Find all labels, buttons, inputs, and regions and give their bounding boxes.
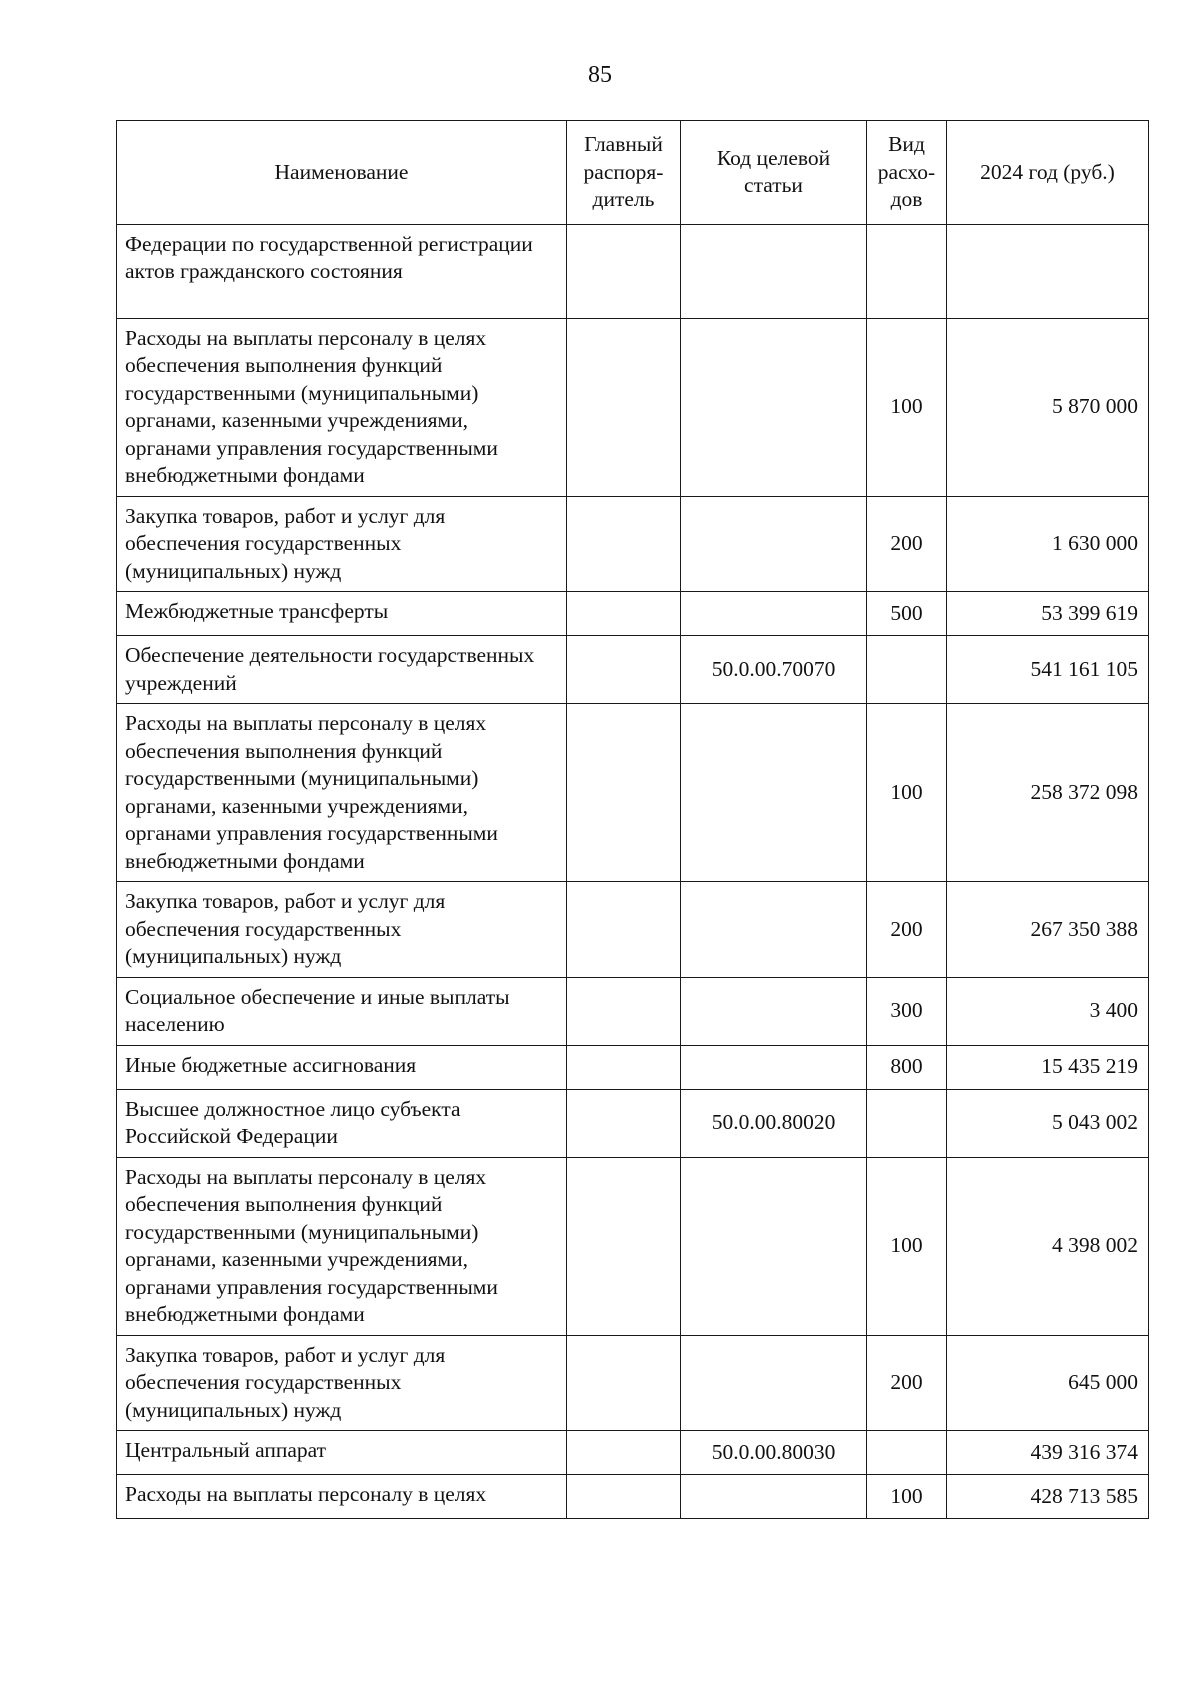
cell-expense-type: 300 [867, 977, 947, 1045]
cell-target-code [681, 1475, 867, 1519]
cell-target-code [681, 882, 867, 978]
cell-name: Обеспечение деятельности государственных учреждений [117, 636, 567, 704]
cell-amount: 5 043 002 [947, 1089, 1149, 1157]
table-row [117, 1475, 1149, 1519]
cell-target-code [681, 1335, 867, 1431]
cell-target-code: 50.0.00.80030 [681, 1431, 867, 1475]
cell-administrator [567, 1431, 681, 1475]
cell-target-code [681, 496, 867, 592]
cell-expense-type: 100 [867, 1157, 947, 1335]
cell-administrator [567, 636, 681, 704]
cell-amount: 267 350 388 [947, 882, 1149, 978]
cell-name: Расходы на выплаты персоналу в целях обеспечения выполнения функций государственными (муниципальными) органами, казенными учреждениями, органами управления государственными внебюджетными фондами [117, 318, 567, 496]
cell-amount [947, 224, 1149, 318]
table-row [117, 882, 1149, 978]
table-row [117, 704, 1149, 882]
cell-target-code: 50.0.00.80020 [681, 1089, 867, 1157]
cell-amount: 1 630 000 [947, 496, 1149, 592]
cell-amount: 439 316 374 [947, 1431, 1149, 1475]
header-expense-type: Вид расхо-дов [867, 121, 947, 225]
cell-expense-type: 800 [867, 1045, 947, 1089]
cell-expense-type [867, 636, 947, 704]
cell-target-code [681, 1045, 867, 1089]
page-number: 85 [588, 62, 612, 88]
cell-name: Закупка товаров, работ и услуг для обеспечения государственных (муниципальных) нужд [117, 496, 567, 592]
cell-amount: 645 000 [947, 1335, 1149, 1431]
cell-name: Высшее должностное лицо субъекта Российской Федерации [117, 1089, 567, 1157]
cell-expense-type: 500 [867, 592, 947, 636]
cell-name: Закупка товаров, работ и услуг для обеспечения государственных (муниципальных) нужд [117, 882, 567, 978]
table-row [117, 318, 1149, 496]
table-row [117, 224, 1149, 318]
cell-administrator [567, 224, 681, 318]
cell-administrator [567, 1335, 681, 1431]
table-row [117, 1431, 1149, 1475]
cell-target-code [681, 704, 867, 882]
cell-amount: 5 870 000 [947, 318, 1149, 496]
cell-administrator [567, 1089, 681, 1157]
cell-amount: 15 435 219 [947, 1045, 1149, 1089]
header-amount: 2024 год (руб.) [947, 121, 1149, 225]
table-row [117, 592, 1149, 636]
cell-administrator [567, 704, 681, 882]
table-row [117, 977, 1149, 1045]
cell-expense-type: 200 [867, 496, 947, 592]
cell-expense-type: 100 [867, 318, 947, 496]
cell-target-code [681, 1157, 867, 1335]
cell-administrator [567, 882, 681, 978]
cell-expense-type: 100 [867, 704, 947, 882]
cell-administrator [567, 1045, 681, 1089]
cell-administrator [567, 977, 681, 1045]
cell-name: Закупка товаров, работ и услуг для обеспечения государственных (муниципальных) нужд [117, 1335, 567, 1431]
table-body [117, 224, 1149, 1519]
table-row [117, 496, 1149, 592]
cell-target-code [681, 318, 867, 496]
cell-expense-type: 200 [867, 882, 947, 978]
table-row [117, 1045, 1149, 1089]
cell-administrator [567, 496, 681, 592]
table-header-row [117, 121, 1149, 225]
header-administrator: Главный распоря-дитель [567, 121, 681, 225]
table-row [117, 1089, 1149, 1157]
header-name: Наименование [117, 121, 567, 225]
cell-amount: 541 161 105 [947, 636, 1149, 704]
cell-administrator [567, 592, 681, 636]
cell-administrator [567, 318, 681, 496]
cell-expense-type [867, 1089, 947, 1157]
budget-table [116, 120, 1149, 1519]
cell-name: Расходы на выплаты персоналу в целях обеспечения выполнения функций государственными (муниципальными) органами, казенными учреждениями, органами управления государственными внебюджетными фондами [117, 1157, 567, 1335]
table-row [117, 1335, 1149, 1431]
cell-amount: 258 372 098 [947, 704, 1149, 882]
cell-target-code [681, 592, 867, 636]
cell-name: Иные бюджетные ассигнования [117, 1045, 567, 1089]
cell-amount: 4 398 002 [947, 1157, 1149, 1335]
table-row [117, 636, 1149, 704]
cell-expense-type: 200 [867, 1335, 947, 1431]
cell-name: Расходы на выплаты персоналу в целях обеспечения выполнения функций государственными (муниципальными) органами, казенными учреждениями, органами управления государственными внебюджетными фондами [117, 704, 567, 882]
cell-name: Социальное обеспечение и иные выплаты населению [117, 977, 567, 1045]
cell-name: Межбюджетные трансферты [117, 592, 567, 636]
cell-target-code [681, 977, 867, 1045]
cell-name: Федерации по государственной регистрации актов гражданского состояния [117, 224, 567, 318]
cell-administrator [567, 1157, 681, 1335]
cell-amount: 3 400 [947, 977, 1149, 1045]
cell-expense-type: 100 [867, 1475, 947, 1519]
cell-administrator [567, 1475, 681, 1519]
cell-name: Расходы на выплаты персоналу в целях [117, 1475, 567, 1519]
cell-expense-type [867, 224, 947, 318]
header-target-code: Код целевой статьи [681, 121, 867, 225]
table-row [117, 1157, 1149, 1335]
cell-amount: 53 399 619 [947, 592, 1149, 636]
cell-target-code [681, 224, 867, 318]
cell-name: Центральный аппарат [117, 1431, 567, 1475]
cell-amount: 428 713 585 [947, 1475, 1149, 1519]
cell-target-code: 50.0.00.70070 [681, 636, 867, 704]
cell-expense-type [867, 1431, 947, 1475]
